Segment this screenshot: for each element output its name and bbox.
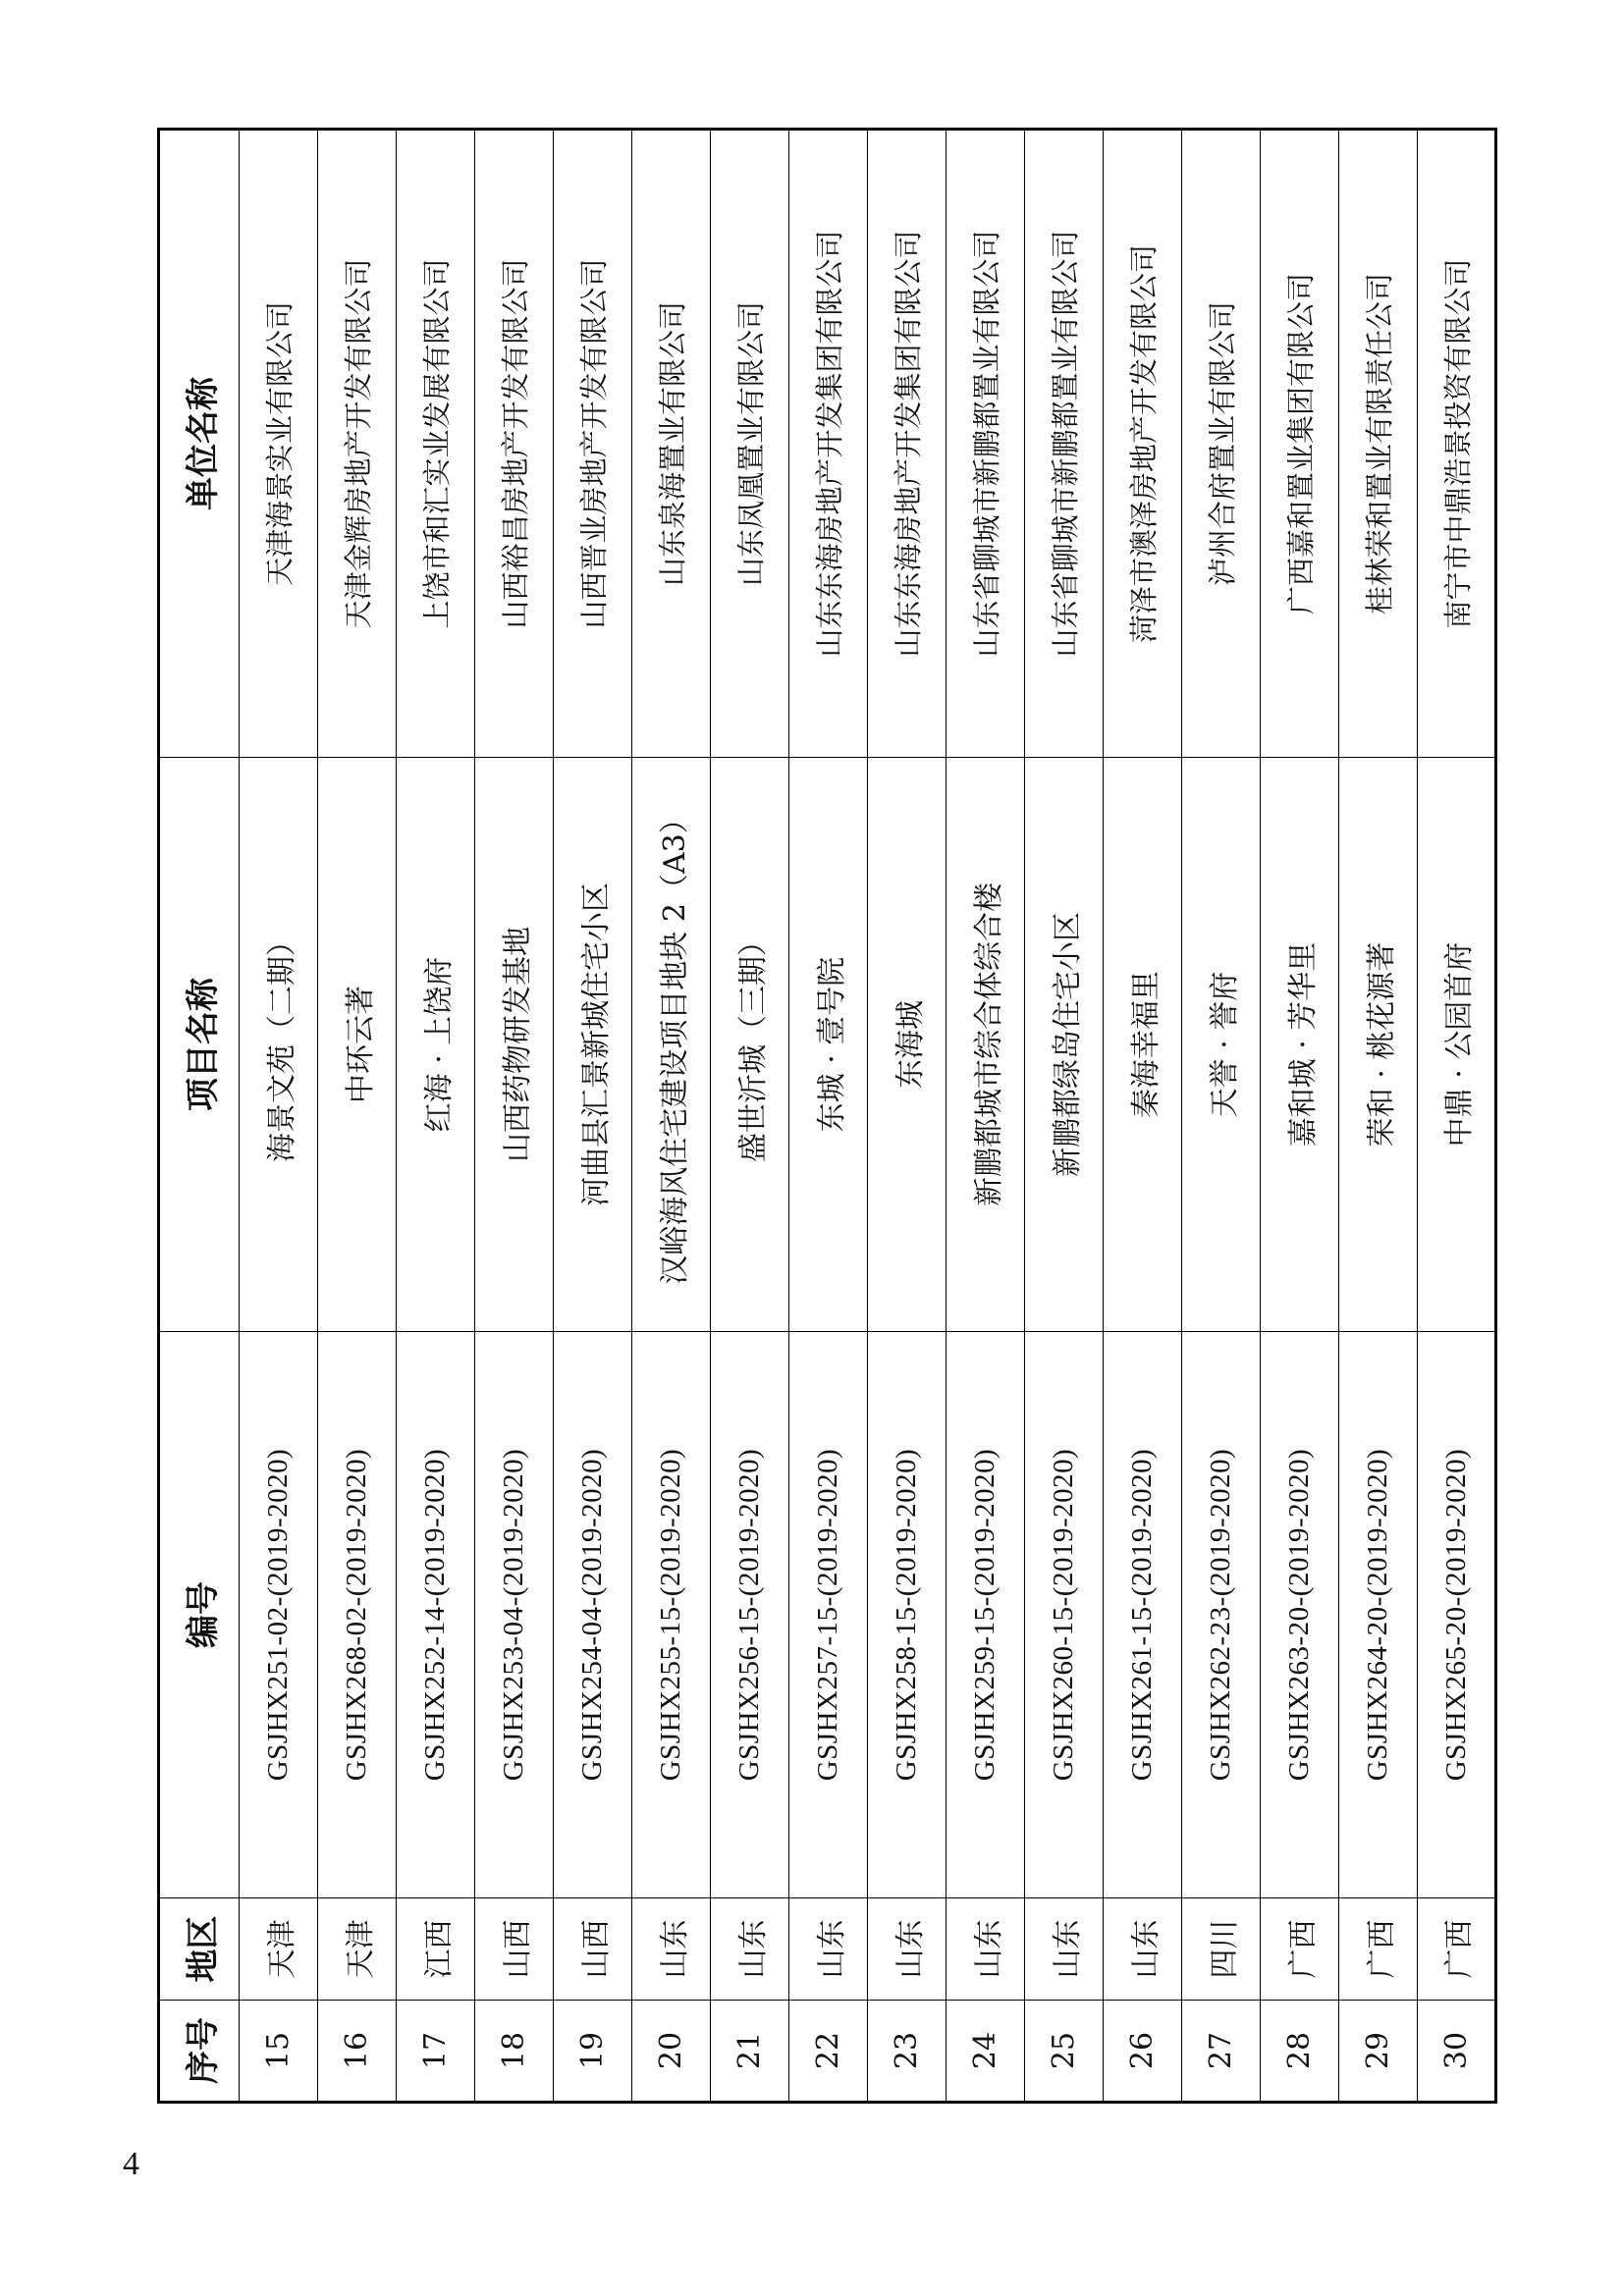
table-row	[868, 130, 947, 2103]
cell-region: 山东	[947, 1898, 1025, 2001]
cell-project: 海景文苑（二期）	[240, 758, 318, 1332]
cell-seq: 28	[1261, 2001, 1339, 2103]
cell-region: 山东	[789, 1898, 868, 2001]
project-list-table	[157, 128, 1497, 2104]
cell-unit: 上饶市和汇实业发展有限公司	[397, 130, 475, 758]
cell-unit: 山东东海房地产开发集团有限公司	[789, 130, 868, 758]
cell-project: 天誉 · 誉府	[1182, 758, 1261, 1332]
cell-seq: 19	[554, 2001, 632, 2103]
cell-region: 天津	[318, 1898, 397, 2001]
cell-unit: 菏泽市澳泽房地产开发有限公司	[1104, 130, 1182, 758]
cell-unit: 桂林荣和置业有限责任公司	[1339, 130, 1418, 758]
cell-unit: 山东省聊城市新鹏都置业有限公司	[947, 130, 1025, 758]
cell-seq: 18	[475, 2001, 554, 2103]
cell-region: 广西	[1339, 1898, 1418, 2001]
header-project: 项目名称	[159, 758, 240, 1332]
cell-code: GSJHX256-15-(2019-2020)	[711, 1332, 789, 1898]
cell-project: 汉峪海风住宅建设项目地块 2（A3）	[632, 758, 711, 1332]
cell-project: 盛世沂城（三期）	[711, 758, 789, 1332]
cell-unit: 山东省聊城市新鹏都置业有限公司	[1025, 130, 1104, 758]
cell-project: 红海 · 上饶府	[397, 758, 475, 1332]
cell-region: 山东	[868, 1898, 947, 2001]
cell-project: 荣和 · 桃花源著	[1339, 758, 1418, 1332]
cell-code: GSJHX258-15-(2019-2020)	[868, 1332, 947, 1898]
cell-seq: 24	[947, 2001, 1025, 2103]
cell-region: 山东	[1025, 1898, 1104, 2001]
cell-code: GSJHX251-02-(2019-2020)	[240, 1332, 318, 1898]
cell-unit: 泸州合府置业有限公司	[1182, 130, 1261, 758]
cell-seq: 22	[789, 2001, 868, 2103]
cell-project: 东城 · 壹号院	[789, 758, 868, 1332]
cell-project: 山西药物研发基地	[475, 758, 554, 1332]
cell-seq: 23	[868, 2001, 947, 2103]
cell-seq: 15	[240, 2001, 318, 2103]
cell-seq: 29	[1339, 2001, 1418, 2103]
table-row	[1261, 130, 1339, 2103]
cell-project: 中鼎 · 公园首府	[1418, 758, 1496, 1332]
table-row	[1182, 130, 1261, 2103]
cell-project: 秦海幸福里	[1104, 758, 1182, 1332]
cell-code: GSJHX254-04-(2019-2020)	[554, 1332, 632, 1898]
header-region: 地区	[159, 1898, 240, 2001]
cell-region: 江西	[397, 1898, 475, 2001]
header-unit: 单位名称	[159, 130, 240, 758]
cell-unit: 天津海景实业有限公司	[240, 130, 318, 758]
cell-code: GSJHX257-15-(2019-2020)	[789, 1332, 868, 1898]
table-row	[789, 130, 868, 2103]
table-body	[240, 130, 1496, 2103]
cell-project: 河曲县汇景新城住宅小区	[554, 758, 632, 1332]
cell-project: 新鹏都绿岛住宅小区	[1025, 758, 1104, 1332]
header-seq: 序号	[159, 2001, 240, 2103]
table-row	[1104, 130, 1182, 2103]
table-row	[318, 130, 397, 2103]
cell-seq: 21	[711, 2001, 789, 2103]
cell-region: 山西	[554, 1898, 632, 2001]
cell-seq: 17	[397, 2001, 475, 2103]
cell-code: GSJHX260-15-(2019-2020)	[1025, 1332, 1104, 1898]
table-row	[397, 130, 475, 2103]
cell-code: GSJHX261-15-(2019-2020)	[1104, 1332, 1182, 1898]
cell-unit: 天津金辉房地产开发有限公司	[318, 130, 397, 758]
table-row	[554, 130, 632, 2103]
cell-code: GSJHX264-20-(2019-2020)	[1339, 1332, 1418, 1898]
cell-unit: 山东东海房地产开发集团有限公司	[868, 130, 947, 758]
cell-unit: 广西嘉和置业集团有限公司	[1261, 130, 1339, 758]
table-row	[1339, 130, 1418, 2103]
cell-code: GSJHX268-02-(2019-2020)	[318, 1332, 397, 1898]
cell-project: 东海城	[868, 758, 947, 1332]
cell-region: 广西	[1418, 1898, 1496, 2001]
cell-region: 四川	[1182, 1898, 1261, 2001]
cell-seq: 16	[318, 2001, 397, 2103]
table-row	[711, 130, 789, 2103]
cell-region: 山西	[475, 1898, 554, 2001]
cell-seq: 30	[1418, 2001, 1496, 2103]
cell-region: 山东	[711, 1898, 789, 2001]
cell-unit: 山西裕昌房地产开发有限公司	[475, 130, 554, 758]
cell-region: 天津	[240, 1898, 318, 2001]
cell-seq: 27	[1182, 2001, 1261, 2103]
cell-seq: 20	[632, 2001, 711, 2103]
table-row	[947, 130, 1025, 2103]
header-code: 编号	[159, 1332, 240, 1898]
cell-project: 中环云著	[318, 758, 397, 1332]
cell-code: GSJHX255-15-(2019-2020)	[632, 1332, 711, 1898]
cell-region: 广西	[1261, 1898, 1339, 2001]
table-row	[1025, 130, 1104, 2103]
cell-code: GSJHX252-14-(2019-2020)	[397, 1332, 475, 1898]
cell-project: 新鹏都城市综合体综合楼	[947, 758, 1025, 1332]
cell-code: GSJHX265-20-(2019-2020)	[1418, 1332, 1496, 1898]
cell-code: GSJHX263-20-(2019-2020)	[1261, 1332, 1339, 1898]
table-row	[240, 130, 318, 2103]
table-row	[632, 130, 711, 2103]
rotated-table-container	[157, 131, 1494, 2104]
cell-seq: 26	[1104, 2001, 1182, 2103]
cell-unit: 山东泉海置业有限公司	[632, 130, 711, 758]
page-number: 4	[123, 2146, 139, 2182]
cell-unit: 山东凤凰置业有限公司	[711, 130, 789, 758]
cell-code: GSJHX253-04-(2019-2020)	[475, 1332, 554, 1898]
table-row	[1418, 130, 1496, 2103]
table-row	[475, 130, 554, 2103]
cell-unit: 山西晋业房地产开发有限公司	[554, 130, 632, 758]
cell-code: GSJHX259-15-(2019-2020)	[947, 1332, 1025, 1898]
cell-project: 嘉和城 · 芳华里	[1261, 758, 1339, 1332]
table-header-row	[159, 130, 240, 2103]
cell-code: GSJHX262-23-(2019-2020)	[1182, 1332, 1261, 1898]
cell-seq: 25	[1025, 2001, 1104, 2103]
cell-unit: 南宁市中鼎浩景投资有限公司	[1418, 130, 1496, 758]
cell-region: 山东	[632, 1898, 711, 2001]
cell-region: 山东	[1104, 1898, 1182, 2001]
